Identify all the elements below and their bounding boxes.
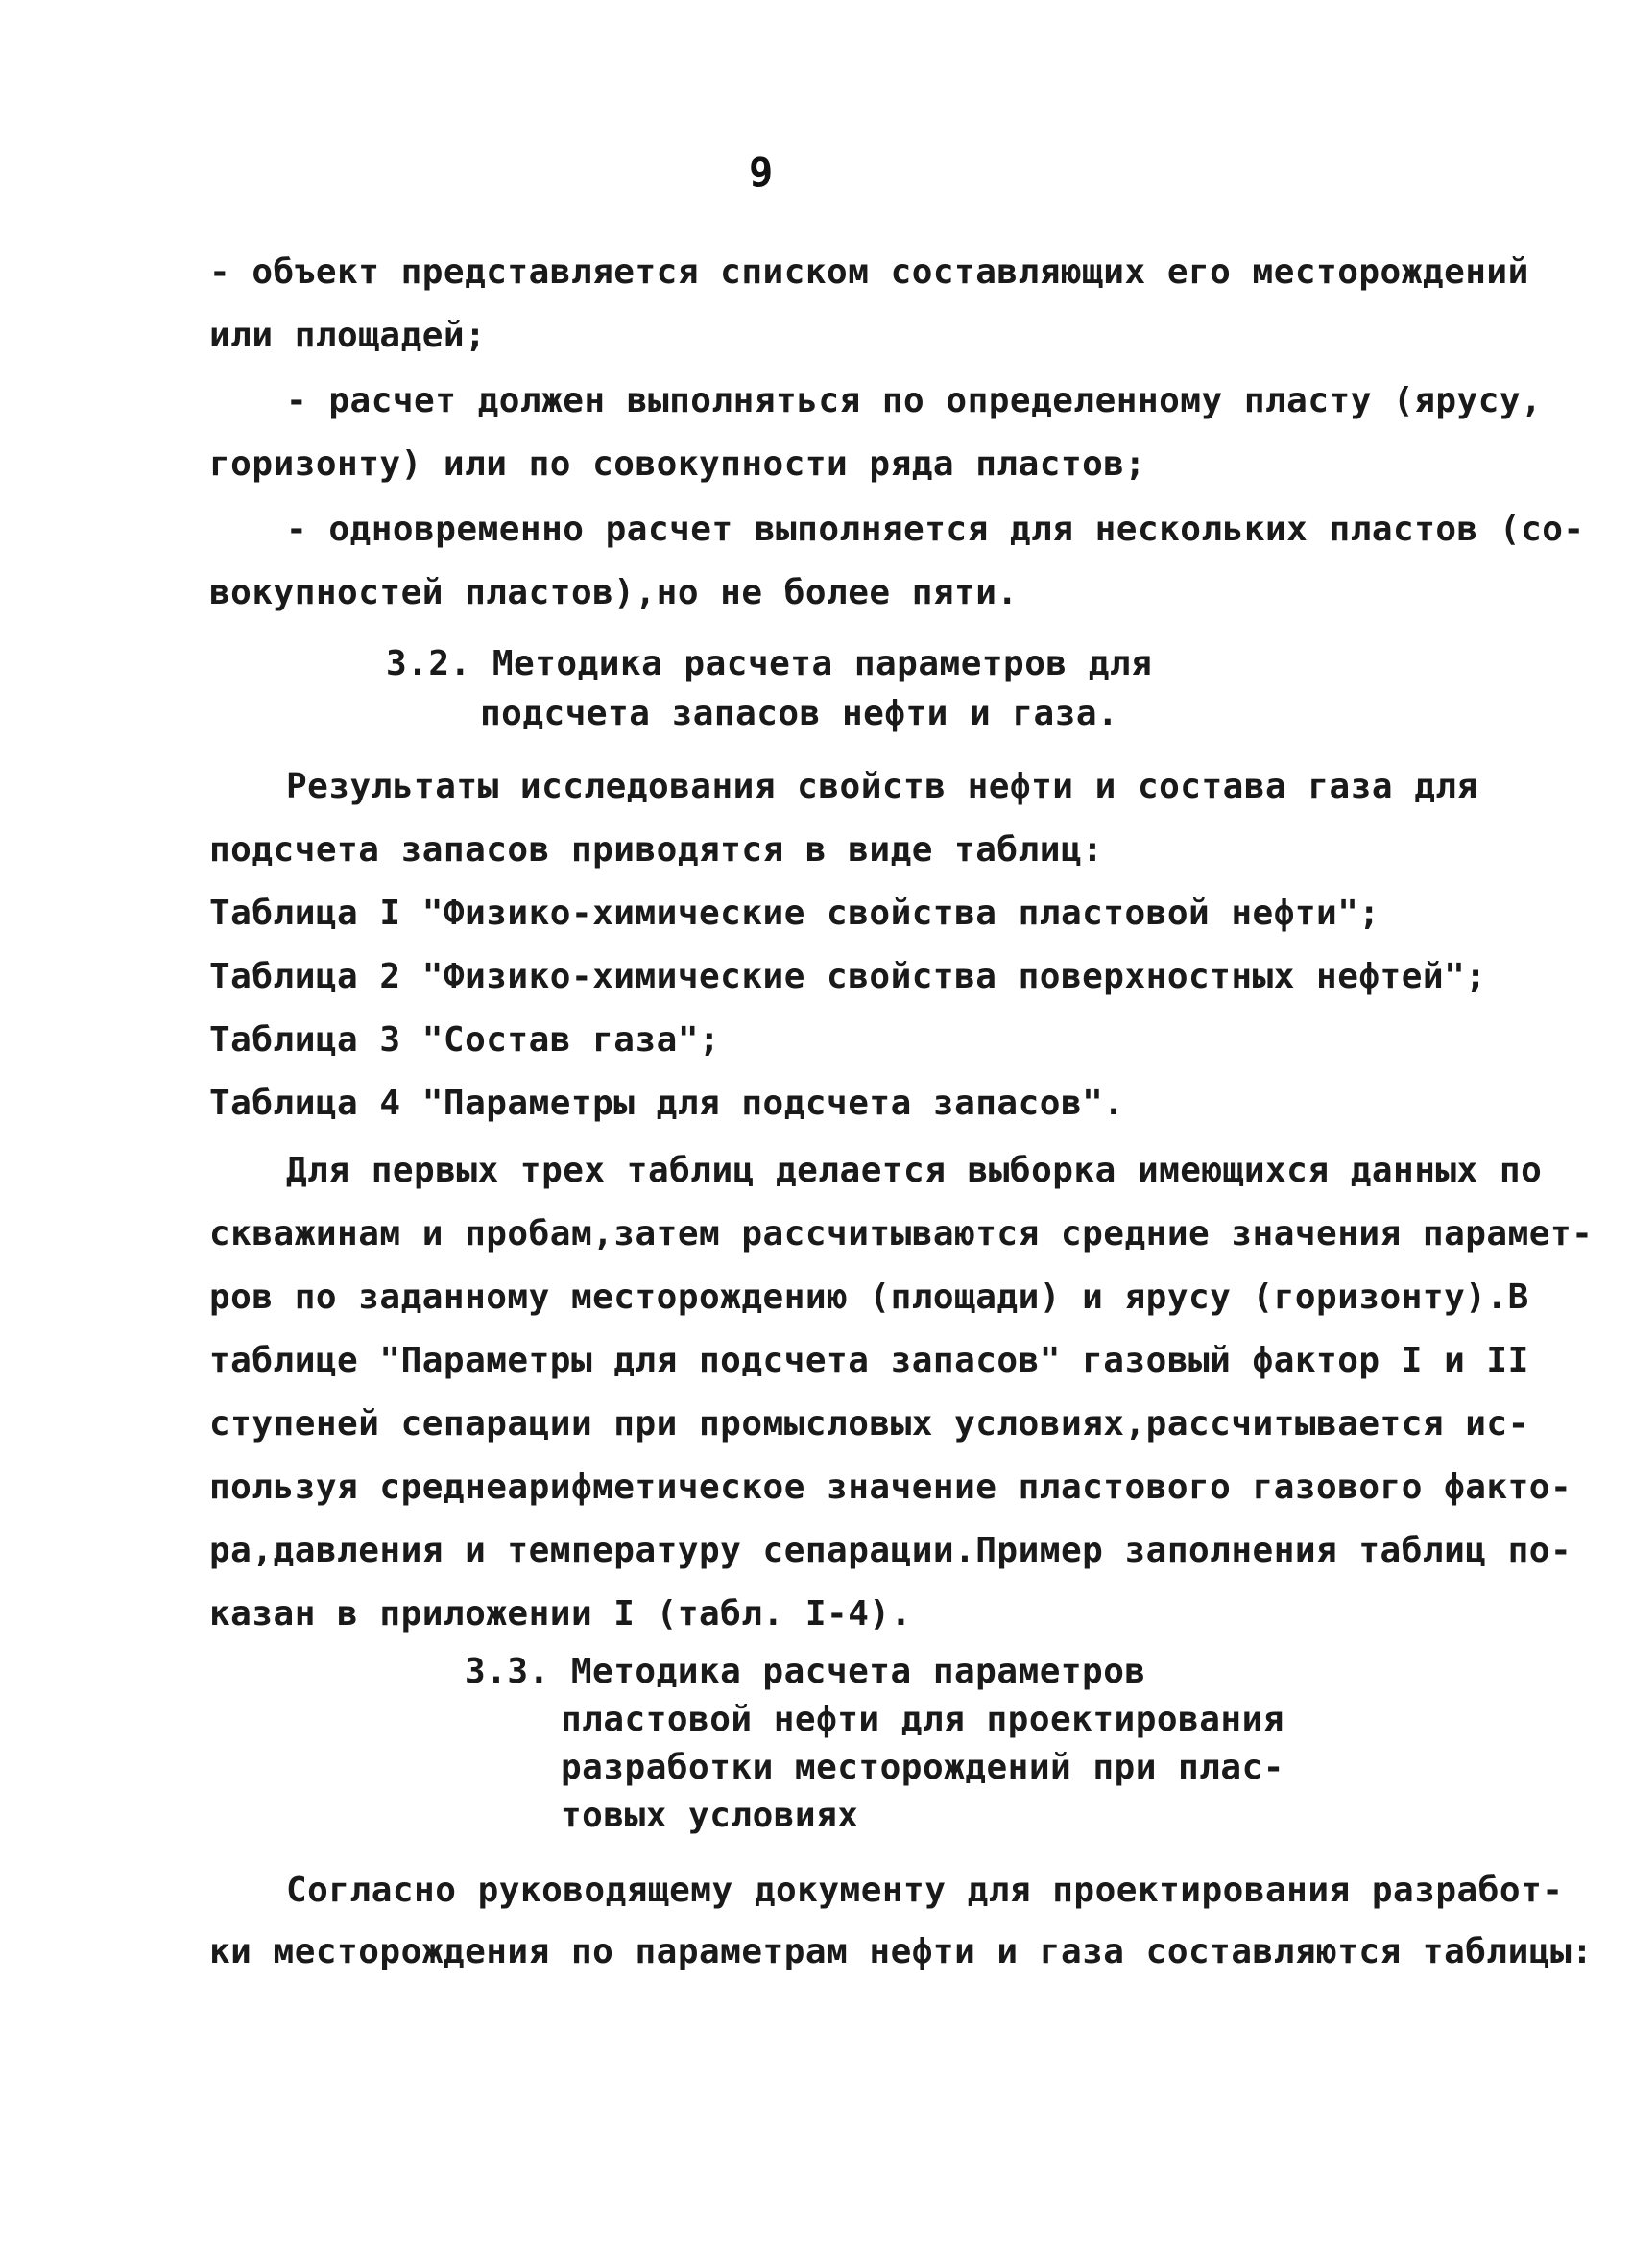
paragraph-line-8: казан в приложении I (табл. I-4). — [209, 1594, 912, 1634]
list-item-3-line-2: вокупностей пластов),но не более пяти. — [209, 573, 1019, 612]
paragraph-line-1: Для первых трех таблиц делается выборка имеющихся данных по — [286, 1151, 1543, 1190]
paragraph-line-5: ступеней сепарации при промысловых условиях,рассчитывается ис- — [209, 1404, 1529, 1444]
paragraph-line-6: пользуя среднеарифметическое значение пластового газового факто- — [209, 1468, 1572, 1507]
table-list-item-3: Таблица 3 "Состав газа"; — [209, 1020, 721, 1060]
section-3-2-title-line-2: подсчета запасов нефти и газа. — [480, 694, 1119, 733]
section-3-3-title-line-4: товых условиях — [561, 1796, 859, 1835]
section-3-3-title-line-3: разработки месторождений при плас- — [561, 1748, 1284, 1787]
section-3-3-title-line-2: пластовой нефти для проектирования — [561, 1700, 1284, 1739]
section-3-2-title-line-1: 3.2. Методика расчета параметров для — [386, 644, 1153, 683]
paragraph-line-2: скважинам и пробам,затем рассчитываются средние значения парамет- — [209, 1214, 1594, 1253]
closing-paragraph-line-2: ки месторождения по параметрам нефти и газа составляются таблицы: — [209, 1932, 1594, 1971]
section-3-2-intro-line-1: Результаты исследования свойств нефти и состава газа для — [286, 767, 1478, 806]
table-list-item-1: Таблица I "Физико-химические свойства пластовой нефти"; — [209, 894, 1380, 933]
paragraph-line-7: ра,давления и температуру сепарации.Пример заполнения таблиц по- — [209, 1531, 1572, 1570]
section-3-2-intro-line-2: подсчета запасов приводятся в виде таблиц: — [209, 830, 1104, 870]
table-list-item-4: Таблица 4 "Параметры для подсчета запасов". — [209, 1084, 1125, 1123]
list-item-1-line-2: или площадей; — [209, 316, 487, 355]
closing-paragraph-line-1: Согласно руководящему документу для проектирования разработ- — [286, 1871, 1564, 1910]
paragraph-line-3: ров по заданному месторождению (площади) и ярусу (горизонту).В — [209, 1277, 1529, 1317]
list-item-2-line-2: горизонту) или по совокупности ряда пластов; — [209, 444, 1146, 484]
section-3-3-title-line-1: 3.3. Методика расчета параметров — [465, 1652, 1146, 1691]
table-list-item-2: Таблица 2 "Физико-химические свойства поверхностных нефтей"; — [209, 957, 1487, 996]
paragraph-line-4: таблице "Параметры для подсчета запасов" газовый фактор I и II — [209, 1341, 1529, 1380]
list-item-2-line-1: - расчет должен выполняться по определенному пласту (ярусу, — [286, 381, 1543, 420]
list-item-1-line-1: - объект представляется списком составляющих его месторождений — [209, 252, 1529, 292]
list-item-3-line-1: - одновременно расчет выполняется для нескольких пластов (со- — [286, 510, 1585, 549]
page-number: 9 — [749, 149, 774, 196]
